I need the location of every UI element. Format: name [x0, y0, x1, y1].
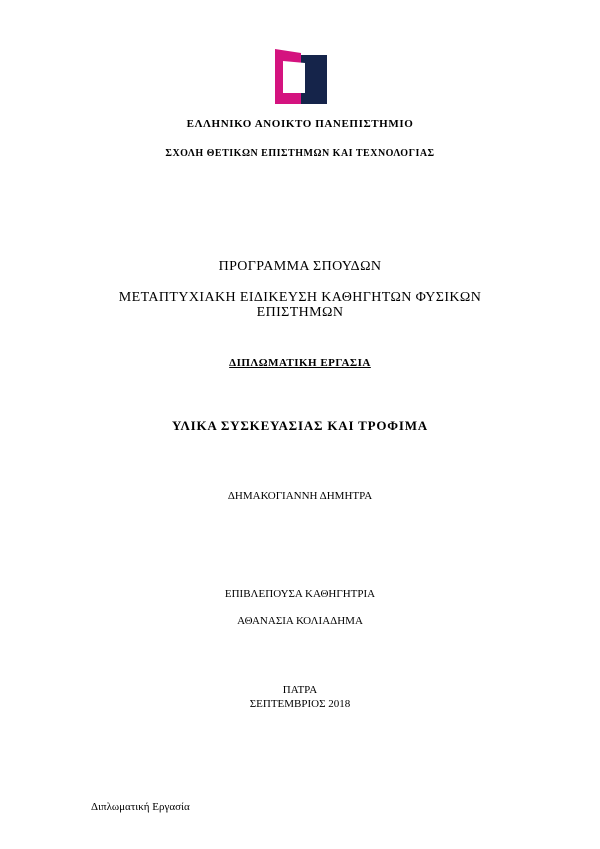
supervisor-name: ΑΘΑΝΑΣΙΑ ΚΟΛΙΑΔΗΜΑ — [237, 615, 363, 627]
page-footer: Διπλωματική Εργασία — [91, 801, 190, 813]
thesis-type: ΔΙΠΛΩΜΑΤΙΚΗ ΕΡΓΑΣΙΑ — [229, 357, 371, 369]
supervisor-label: ΕΠΙΒΛΕΠΟΥΣΑ ΚΑΘΗΓΗΤΡΙΑ — [224, 588, 376, 600]
open-book-logo-icon — [275, 49, 327, 104]
specialization-line-1: ΜΕΤΑΠΤΥΧΙΑΚΗ ΕΙΔΙΚΕΥΣΗ ΚΑΘΗΓΗΤΩΝ ΦΥΣΙΚΩΝ — [118, 290, 482, 305]
specialization-line-2: ΕΠΙΣΤΗΜΩΝ — [256, 305, 344, 320]
school-name: ΣΧΟΛΗ ΘΕΤΙΚΩΝ ΕΠΙΣΤΗΜΩΝ ΚΑΙ ΤΕΧΝΟΛΟΓΙΑΣ — [165, 148, 435, 159]
program-label: ΠΡΟΓΡΑΜΜΑ ΣΠΟΥΔΩΝ — [218, 259, 382, 274]
thesis-title: ΥΛΙΚΑ ΣΥΣΚΕΥΑΣΙΑΣ ΚΑΙ ΤΡΟΦΙΜΑ — [172, 418, 428, 433]
date: ΣΕΠΤΕΜΒΡΙΟΣ 2018 — [249, 698, 351, 710]
author-name: ΔΗΜΑΚΟΓΙΑΝΝΗ ΔΗΜΗΤΡΑ — [227, 490, 373, 502]
city: ΠΑΤΡΑ — [282, 684, 318, 696]
university-name: ΕΛΛΗΝΙΚΟ ΑΝΟΙΚΤΟ ΠΑΝΕΠΙΣΤΗΜΙΟ — [186, 118, 414, 130]
